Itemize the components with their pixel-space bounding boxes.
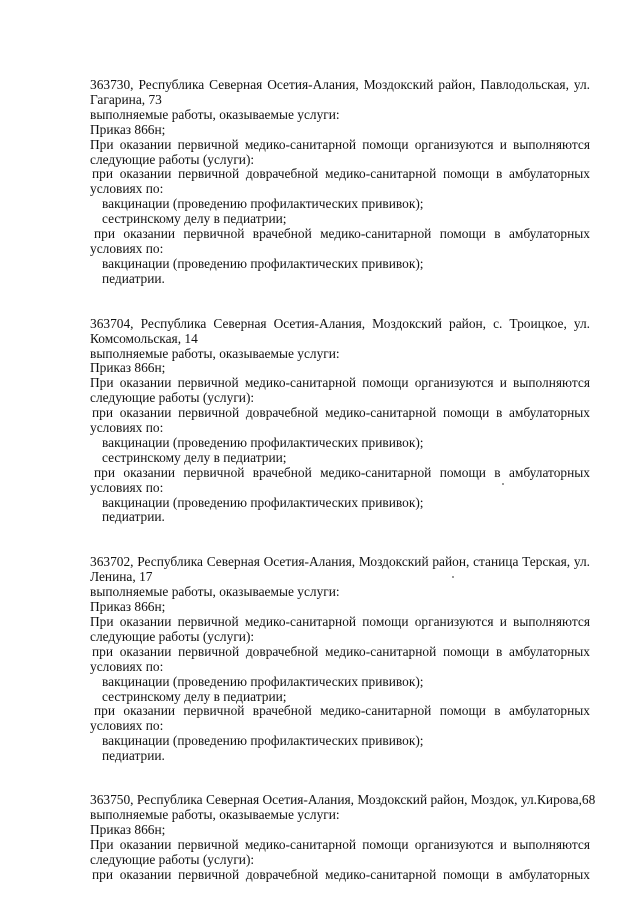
address-line: 363702, Республика Северная Осетия-Алания, Моздокский район, станица Терская, ул. [90, 554, 590, 570]
primary-care-text: При оказании первичной медико-санитарной помощи организуются и выполняются [90, 375, 590, 391]
address-line-continued: Гагарина, 73 [90, 91, 162, 107]
address-line-continued: Ленина, 17 [90, 569, 153, 585]
service-vaccination: вакцинации (проведению профилактических прививок); [102, 196, 424, 212]
service-vaccination: вакцинации (проведению профилактических прививок); [102, 733, 424, 749]
address-line-continued: Комсомольская, 14 [90, 330, 198, 346]
service-vaccination: вакцинации (проведению профилактических прививок); [102, 434, 424, 450]
prehospital-care-conditions: условиях по: [90, 658, 164, 674]
works-heading: выполняемые работы, оказываемые услуги: [90, 106, 340, 122]
service-vaccination: вакцинации (проведению профилактических прививок); [102, 494, 424, 510]
address-entry [90, 792, 596, 882]
address-line: 363750, Республика Северная Осетия-Алания, Моздокский район, Моздок, ул.Кирова,68 [90, 792, 596, 808]
prehospital-care-text: при оказании первичной доврачебной медико-санитарной помощи в амбулаторных [92, 866, 590, 882]
works-heading: выполняемые работы, оказываемые услуги: [90, 806, 340, 822]
service-vaccination: вакцинации (проведению профилактических прививок); [102, 673, 424, 689]
works-heading: выполняемые работы, оказываемые услуги: [90, 345, 340, 361]
service-nursing-pediatrics: сестринскому делу в педиатрии; [102, 211, 287, 227]
service-nursing-pediatrics: сестринскому делу в педиатрии; [102, 449, 287, 465]
order-reference: Приказ 866н; [90, 599, 166, 615]
service-nursing-pediatrics: сестринскому делу в педиатрии; [102, 688, 287, 704]
scan-speck [452, 576, 454, 578]
prehospital-care-text: при оказании первичной доврачебной медико-санитарной помощи в амбулаторных [92, 643, 590, 659]
prehospital-care-text: при оказании первичной доврачебной медико-санитарной помощи в амбулаторных [92, 405, 590, 421]
primary-care-text-continued: следующие работы (услуги): [90, 628, 255, 644]
physician-care-conditions: условиях по: [90, 718, 164, 734]
primary-care-text-continued: следующие работы (услуги): [90, 390, 255, 406]
prehospital-care-text: при оказании первичной доврачебной медико-санитарной помощи в амбулаторных [92, 166, 590, 182]
primary-care-text: При оказании первичной медико-санитарной помощи организуются и выполняются [90, 836, 590, 852]
service-pediatrics: педиатрии. [102, 509, 165, 525]
order-reference: Приказ 866н; [90, 360, 166, 376]
prehospital-care-conditions: условиях по: [90, 420, 164, 436]
primary-care-text: При оказании первичной медико-санитарной помощи организуются и выполняются [90, 136, 590, 152]
primary-care-text-continued: следующие работы (услуги): [90, 851, 255, 867]
physician-care-text: при оказании первичной врачебной медико-санитарной помощи в амбулаторных [94, 703, 590, 719]
physician-care-text: при оказании первичной врачебной медико-санитарной помощи в амбулаторных [94, 464, 590, 480]
address-entry [90, 78, 590, 287]
address-line: 363704, Республика Северная Осетия-Алания, Моздокский район, с. Троицкое, ул. [90, 315, 590, 331]
address-line: 363730, Республика Северная Осетия-Алания, Моздокский район, Павлодольская, ул. [90, 77, 590, 92]
primary-care-text: При оказании первичной медико-санитарной помощи организуются и выполняются [90, 614, 590, 629]
service-pediatrics: педиатрии. [102, 270, 165, 286]
order-reference: Приказ 866н; [90, 121, 166, 137]
works-heading: выполняемые работы, оказываемые услуги: [90, 584, 340, 600]
physician-care-text: при оказании первичной врачебной медико-санитарной помощи в амбулаторных [94, 226, 590, 242]
scan-speck [502, 483, 504, 485]
prehospital-care-conditions: условиях по: [90, 181, 164, 197]
address-entry [90, 555, 590, 764]
address-entry [90, 317, 590, 526]
physician-care-conditions: условиях по: [90, 240, 164, 256]
document-body [90, 77, 596, 913]
primary-care-text-continued: следующие работы (услуги): [90, 151, 255, 167]
service-pediatrics: педиатрии. [102, 748, 165, 764]
service-vaccination: вакцинации (проведению профилактических прививок); [102, 255, 424, 271]
physician-care-conditions: условиях по: [90, 479, 164, 495]
order-reference: Приказ 866н; [90, 821, 166, 837]
